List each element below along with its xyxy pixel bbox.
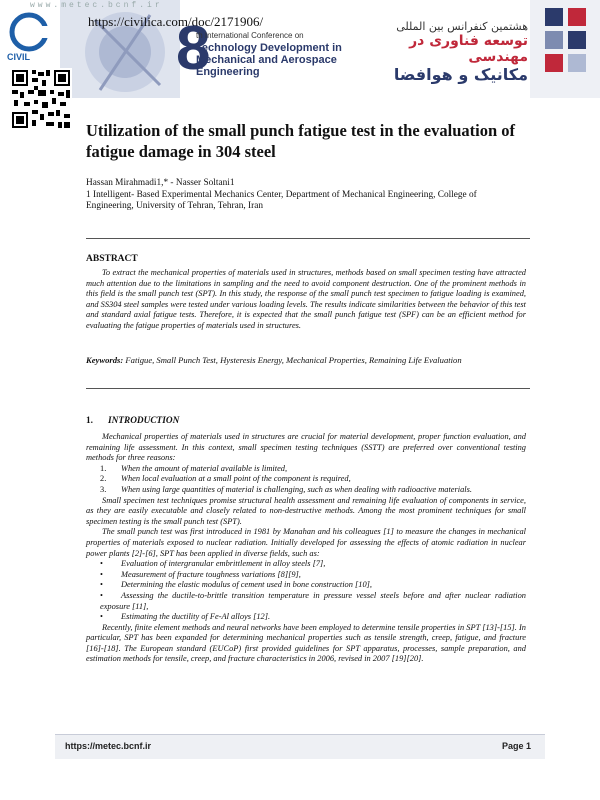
list-item <box>86 580 526 591</box>
list-text: Determining the elastic modulus of cement used in bone construction [10], <box>121 580 372 590</box>
qr-code-icon[interactable] <box>10 68 72 130</box>
list-text: When local evaluation at a small point of the component is required, <box>121 474 351 484</box>
site-url-watermark: www.metec.bcnf.ir <box>30 1 163 10</box>
bullet: • <box>100 590 103 600</box>
paragraph: Mechanical properties of materials used in structures are crucial for material development, proper function evaluation, and remaining life assessment. In this context, small specimen testing techniques (SSTT) are preferred over conventional testing methods for three reasons: <box>86 432 526 463</box>
list-text: Assessing the ductile-to-brittle transition temperature in pressure vessel steels before and after nuclear radiation exposure [11], <box>100 590 526 611</box>
keywords <box>86 355 526 366</box>
list-item <box>86 570 526 581</box>
civilica-logo <box>6 12 52 62</box>
list-text: Evaluation of intergranular embrittlement in alloy steels [7], <box>121 559 326 569</box>
list-text: When using large quantities of material is challenging, such as when dealing with radioactive materials. <box>121 484 472 494</box>
conference-title-fa-line3: مکانیک و هوافضا <box>393 65 528 84</box>
list-item <box>86 474 526 485</box>
conference-number: 8 <box>176 14 211 83</box>
bullet: • <box>100 580 103 590</box>
keywords-list: Fatigue, Small Punch Test, Hysteresis Energy, Mechanical Properties, Remaining Life Evaluation <box>125 355 462 365</box>
bullet: • <box>100 569 103 579</box>
list-number: 1. <box>100 463 107 473</box>
conference-title-fa <box>378 20 528 84</box>
list-number: 2. <box>100 474 107 484</box>
bullet: • <box>100 559 103 569</box>
introduction-body <box>86 432 526 665</box>
list-item <box>86 559 526 570</box>
conference-title-fa-line1: هشتمین کنفرانس بین المللی <box>396 20 528 33</box>
list-item <box>86 485 526 496</box>
section-title: INTRODUCTION <box>108 416 180 426</box>
author-block <box>86 178 526 213</box>
list-text: Measurement of fracture toughness variations [8][9], <box>121 569 301 579</box>
conference-title-line3: Mechanical and Aerospace <box>196 54 337 66</box>
conference-banner <box>0 0 600 98</box>
page-number: Page 1 <box>501 741 531 751</box>
paragraph: The small punch test was first introduced in 1981 by Manahan and his colleagues [1] to measure the changes in mechanical properties of materials exposed to nuclear radiation. Initially developed for assessing the effects of atomic radiation in nuclear power plants [2]-[6], SPT has been applied in diverse fields, such as: <box>86 527 526 558</box>
conference-title <box>196 30 376 78</box>
conference-title-line1: th International Conference on <box>196 31 304 40</box>
page-footer <box>55 734 545 759</box>
conference-title-line4: Engineering <box>196 66 260 78</box>
abstract-text <box>86 268 526 332</box>
conference-title-fa-line2: توسعه فناوری در مهندسی <box>409 33 528 65</box>
conference-title-line2: Technology Development in <box>196 42 342 54</box>
abstract-heading: ABSTRACT <box>86 254 138 264</box>
authors: Hassan Mirahmadi1,* - Nasser Soltani1 <box>86 178 235 188</box>
section-number: 1. <box>86 416 93 426</box>
list-item <box>86 612 526 623</box>
divider-bottom <box>86 388 530 389</box>
divider-top <box>86 238 530 239</box>
abstract-content: To extract the mechanical properties of materials used in structures, methods based on small specimen testing have attracted much attention due to the limitations in sampling and the need to avoid component destruction. One of the prominent methods in this field is the small punch test (SPT). In this study, the response of the small punch test specimen to fatigue loading is examined, and SS304 steel samples were tested under various loading levels. The results indicate similarities between the behavior of this test and standard axial fatigue tests. Therefore, it is expected that the small punch fatigue test (SPF) can be an efficient method for evaluating the fatigue properties of materials used in structures. <box>86 268 526 330</box>
list-text: Estimating the ductility of Fe-Al alloys [12]. <box>121 612 271 622</box>
affiliation: 1 Intelligent- Based Experimental Mechanics Center, Department of Mechanical Engineering, College of Engineering, University of Tehran, Tehran, Iran <box>86 189 477 211</box>
footer-url[interactable]: https://metec.bcnf.ir <box>65 741 152 751</box>
document-link[interactable]: https://civilica.com/doc/2171906/ <box>88 14 264 29</box>
svg-text:CIVIL: CIVIL <box>7 52 31 62</box>
list-number: 3. <box>100 484 107 494</box>
paper-title: Utilization of the small punch fatigue test in the evaluation of fatigue damage in 304 steel <box>86 121 515 161</box>
paragraph: Small specimen test techniques promise structural health assessment and remaining life evaluation of components in service, as they are easily executable and closely related to non-destructive methods. Among the most prominent techniques for small specimen testing is the small punch test (SPT). <box>86 495 526 526</box>
section-heading-introduction <box>86 416 179 426</box>
keywords-label: Keywords: <box>86 355 124 365</box>
list-item <box>86 464 526 475</box>
list-item <box>86 591 526 612</box>
list-text: When the amount of material available is limited, <box>121 463 288 473</box>
paragraph: Recently, finite element methods and neural networks have been employed to determine tensile properties in SPT [13]-[15]. In particular, SPT has been expanded for determining mechanical properties such as tensile strength, creep, fatigue, and fracture [16]-[18]. The European standard (EUCoP) first provided guidelines for SPT apparatus, processes, sample preparation, and estimation methods for tensile, creep, and fracture characteristics in 2006, revised in 2007 [19][20]. <box>86 622 526 664</box>
bullet: • <box>100 612 103 622</box>
